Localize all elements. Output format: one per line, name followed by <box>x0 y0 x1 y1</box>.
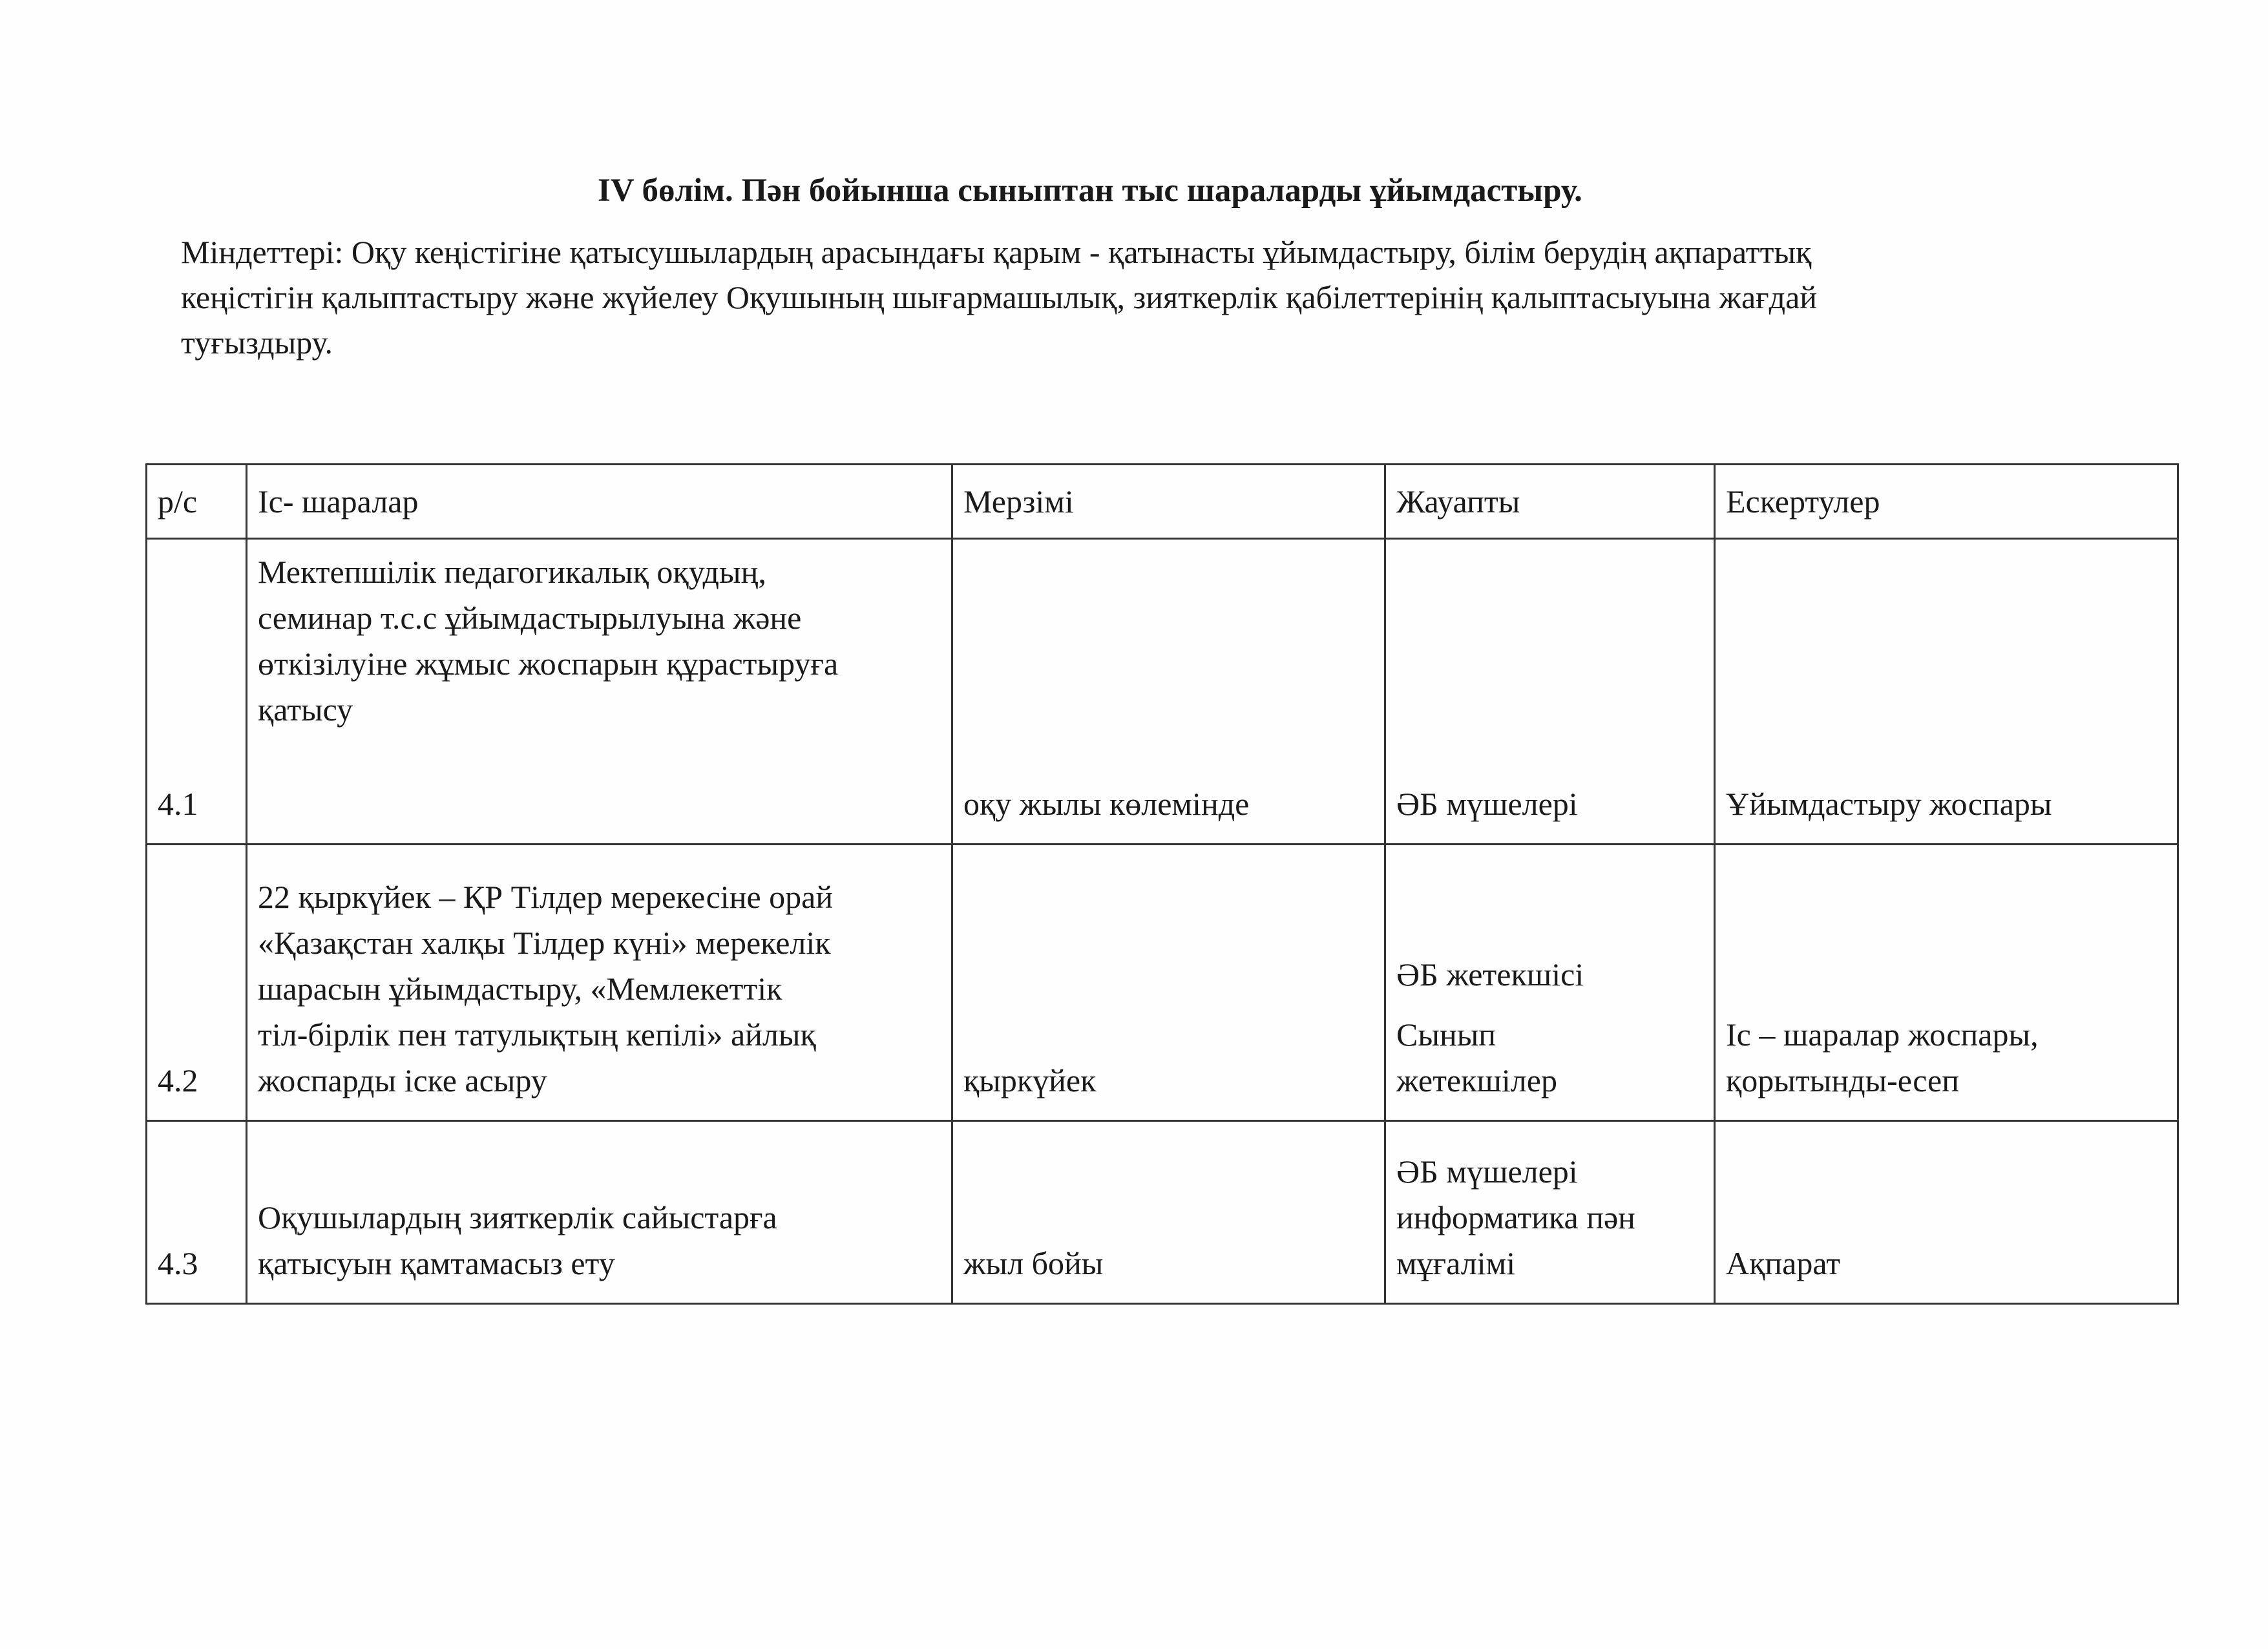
activity-line: Мектепшілік педагогикалық оқудың, <box>258 554 766 590</box>
activity-line: Оқушылардың зияткерлік сайыстарға <box>258 1199 777 1235</box>
activity-line: қатысу <box>258 691 353 728</box>
notes-line: Ақпарат <box>1726 1245 1841 1281</box>
responsible-line: информатика пән <box>1396 1199 1635 1235</box>
objectives-paragraph <box>181 229 2113 365</box>
header-responsible: Жауапты <box>1385 465 1715 539</box>
responsible-line: ӘБ жетекшісі <box>1396 956 1584 993</box>
activity-cell <box>247 1121 952 1304</box>
notes-line: Іс – шаралар жоспары, <box>1726 1016 2039 1053</box>
responsible-cell <box>1385 539 1715 845</box>
activity-line: жоспарды іске асыру <box>258 1062 547 1098</box>
row-number: 4.2 <box>147 845 247 1121</box>
responsible-cell <box>1385 1121 1715 1304</box>
objectives-line: туғыздыру. <box>181 324 333 361</box>
activity-line: 22 қыркүйек – ҚР Тілдер мерекесіне орай <box>258 879 834 915</box>
activity-line: семинар т.с.с ұйымдастырылуына және <box>258 600 802 636</box>
activity-cell <box>247 845 952 1121</box>
responsible-cell <box>1385 845 1715 1121</box>
activity-cell <box>247 539 952 845</box>
table-row <box>147 845 2178 1121</box>
row-number: 4.1 <box>147 539 247 845</box>
header-activity: Іс- шаралар <box>247 465 952 539</box>
responsible-line: мұғалімі <box>1396 1245 1516 1281</box>
row-number: 4.3 <box>147 1121 247 1304</box>
term-cell: қыркүйек <box>952 845 1385 1121</box>
responsible-line: жетекшілер <box>1396 1062 1557 1098</box>
activity-line: өткізілуіне жұмыс жоспарын құрастыруға <box>258 646 839 682</box>
header-notes: Ескертулер <box>1715 465 2178 539</box>
notes-line: қорытынды-есеп <box>1726 1062 1959 1098</box>
table-row <box>147 539 2178 845</box>
notes-cell <box>1715 539 2178 845</box>
activity-line: «Қазақстан халқы Тілдер күні» мерекелік <box>258 925 831 961</box>
header-num: р/с <box>147 465 247 539</box>
activity-line: шарасын ұйымдастыру, «Мемлекеттік <box>258 971 782 1007</box>
activity-line: қатысуын қамтамасыз ету <box>258 1245 615 1281</box>
table-header-row <box>147 465 2178 539</box>
notes-cell <box>1715 845 2178 1121</box>
activity-line: тіл-бірлік пен татулықтың кепілі» айлық <box>258 1016 816 1053</box>
table-row <box>147 1121 2178 1304</box>
notes-cell <box>1715 1121 2178 1304</box>
objectives-line: Міндеттері: Оқу кеңістігіне қатысушылардың арасындағы қарым - қатынасты ұйымдастыру, білім берудің ақпараттық <box>181 234 1812 270</box>
activities-table <box>145 463 2179 1305</box>
responsible-line: ӘБ мүшелері <box>1396 1153 1578 1190</box>
line-spacer <box>1396 998 1703 1012</box>
responsible-line: Сынып <box>1396 1016 1496 1053</box>
section-title: IV бөлім. Пән бойынша сыныптан тыс шараларды ұйымдастыру. <box>598 173 1582 209</box>
term-cell: жыл бойы <box>952 1121 1385 1304</box>
objectives-line: кеңістігін қалыптастыру және жүйелеу Оқушының шығармашылық, зияткерлік қабілеттерінің қалыптасыуына жағдай <box>181 279 1818 315</box>
term-cell: оқу жылы көлемінде <box>952 539 1385 845</box>
responsible-line: ӘБ мүшелері <box>1396 786 1578 822</box>
notes-line: Ұйымдастыру жоспары <box>1726 786 2052 822</box>
header-term: Мерзімі <box>952 465 1385 539</box>
